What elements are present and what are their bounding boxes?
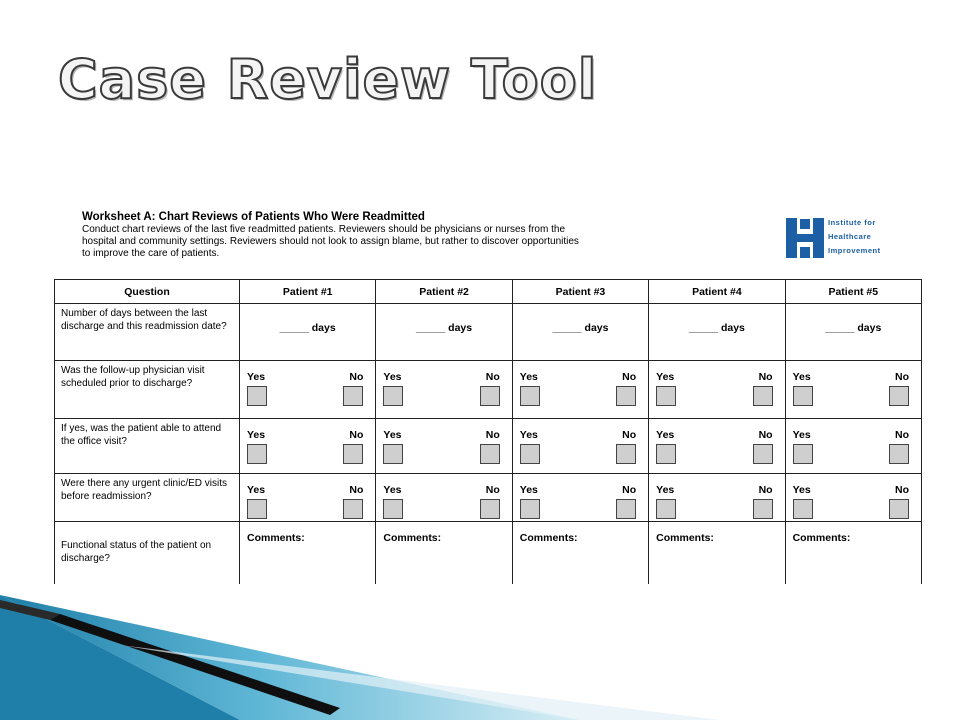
days-blank: _____ days <box>552 322 609 334</box>
yes-checkbox[interactable] <box>656 444 676 464</box>
comments-label: Comments: <box>519 532 578 544</box>
worksheet-title: Worksheet A: Chart Reviews of Patients Who Were Readmitted <box>82 211 425 223</box>
ihi-logo-line-3: Improvement <box>828 246 881 255</box>
question-urgent: Were there any urgent clinic/ED visits before readmission? <box>55 474 240 522</box>
yes-label: Yes <box>519 484 538 496</box>
ihi-logo <box>784 216 904 262</box>
days-blank: _____ days <box>279 322 336 334</box>
days-cell[interactable] <box>512 304 648 361</box>
yes-label: Yes <box>383 484 402 496</box>
days-blank: _____ days <box>416 322 473 334</box>
case-review-table <box>54 279 922 584</box>
no-label: No <box>485 371 500 383</box>
header-patient-5: Patient #5 <box>785 280 921 304</box>
table-row-days <box>55 304 922 361</box>
ihi-logo-line-2: Healthcare <box>828 232 872 241</box>
comments-cell[interactable] <box>512 522 648 585</box>
no-checkbox[interactable] <box>889 386 909 406</box>
yes-no-cell <box>785 361 921 419</box>
yes-checkbox[interactable] <box>793 499 813 519</box>
yes-label: Yes <box>247 371 266 383</box>
no-label: No <box>758 484 773 496</box>
yes-checkbox[interactable] <box>383 444 403 464</box>
comments-label: Comments: <box>383 532 442 544</box>
table-header-row <box>55 280 922 304</box>
no-checkbox[interactable] <box>616 499 636 519</box>
yes-label: Yes <box>656 429 675 441</box>
worksheet-description-line-1: Conduct chart reviews of the last five readmitted patients. Reviewers should be physicians or nurses from the <box>82 224 566 235</box>
comments-cell[interactable] <box>240 522 376 585</box>
yes-label: Yes <box>247 429 266 441</box>
header-patient-2: Patient #2 <box>376 280 512 304</box>
comments-label: Comments: <box>792 532 851 544</box>
yes-checkbox[interactable] <box>656 499 676 519</box>
yes-label: Yes <box>383 429 402 441</box>
no-checkbox[interactable] <box>480 386 500 406</box>
no-label: No <box>349 371 364 383</box>
yes-no-cell <box>512 419 648 474</box>
no-checkbox[interactable] <box>753 386 773 406</box>
no-label: No <box>895 371 909 383</box>
no-checkbox[interactable] <box>889 499 909 519</box>
yes-no-cell <box>785 474 921 522</box>
yes-label: Yes <box>656 484 675 496</box>
yes-no-cell <box>649 361 785 419</box>
question-functional: Functional status of the patient on discharge? <box>55 522 240 585</box>
no-checkbox[interactable] <box>753 444 773 464</box>
no-checkbox[interactable] <box>889 444 909 464</box>
yes-no-cell <box>376 361 512 419</box>
days-cell[interactable] <box>376 304 512 361</box>
table-row-attend <box>55 419 922 474</box>
no-label: No <box>622 429 637 441</box>
yes-label: Yes <box>792 371 811 383</box>
ihi-logo-icon <box>784 216 826 260</box>
yes-no-cell <box>785 419 921 474</box>
yes-checkbox[interactable] <box>247 386 267 406</box>
question-followup: Was the follow-up physician visit scheduled prior to discharge? <box>55 361 240 419</box>
yes-checkbox[interactable] <box>247 499 267 519</box>
days-cell[interactable] <box>240 304 376 361</box>
days-blank: _____ days <box>825 322 882 334</box>
worksheet-description-line-3: to improve the care of patients. <box>82 248 220 259</box>
no-label: No <box>895 429 909 441</box>
days-blank: _____ days <box>688 322 745 334</box>
no-checkbox[interactable] <box>753 499 773 519</box>
yes-no-cell <box>649 419 785 474</box>
yes-no-cell <box>376 419 512 474</box>
worksheet-image <box>52 206 924 584</box>
yes-label: Yes <box>656 371 675 383</box>
worksheet-header <box>82 210 742 260</box>
no-checkbox[interactable] <box>480 499 500 519</box>
header-question: Question <box>55 280 240 304</box>
worksheet-description-line-2: hospital and community settings. Reviewers should not look to assign blame, but rather to discover opportunities <box>82 236 579 247</box>
comments-cell[interactable] <box>376 522 512 585</box>
yes-no-cell <box>240 474 376 522</box>
comments-label: Comments: <box>656 532 714 544</box>
yes-checkbox[interactable] <box>520 444 540 464</box>
comments-cell[interactable] <box>785 522 921 585</box>
no-label: No <box>485 484 500 496</box>
yes-checkbox[interactable] <box>247 444 267 464</box>
no-checkbox[interactable] <box>616 386 636 406</box>
yes-label: Yes <box>792 429 811 441</box>
ihi-logo-line-1: Institute for <box>828 218 876 227</box>
question-attend: If yes, was the patient able to attend the office visit? <box>55 419 240 474</box>
no-label: No <box>895 484 909 496</box>
question-days: Number of days between the last discharge and this readmission date? <box>55 304 240 361</box>
days-cell[interactable] <box>649 304 785 361</box>
yes-label: Yes <box>519 371 538 383</box>
comments-label: Comments: <box>247 532 305 544</box>
no-label: No <box>758 429 773 441</box>
no-label: No <box>622 484 637 496</box>
no-label: No <box>349 429 364 441</box>
yes-checkbox[interactable] <box>383 386 403 406</box>
no-checkbox[interactable] <box>343 499 363 519</box>
header-patient-1: Patient #1 <box>240 280 376 304</box>
yes-label: Yes <box>247 484 266 496</box>
yes-checkbox[interactable] <box>793 386 813 406</box>
table-row-followup <box>55 361 922 419</box>
no-checkbox[interactable] <box>343 386 363 406</box>
yes-label: Yes <box>383 371 402 383</box>
comments-cell[interactable] <box>649 522 785 585</box>
yes-checkbox[interactable] <box>793 444 813 464</box>
no-label: No <box>758 371 773 383</box>
yes-no-cell <box>240 361 376 419</box>
table-row-functional <box>55 522 922 585</box>
no-checkbox[interactable] <box>616 444 636 464</box>
yes-checkbox[interactable] <box>383 499 403 519</box>
header-patient-4: Patient #4 <box>649 280 785 304</box>
yes-no-cell <box>376 474 512 522</box>
yes-no-cell <box>240 419 376 474</box>
yes-no-cell <box>649 474 785 522</box>
no-label: No <box>349 484 364 496</box>
days-cell[interactable] <box>785 304 921 361</box>
yes-checkbox[interactable] <box>520 499 540 519</box>
no-checkbox[interactable] <box>480 444 500 464</box>
yes-label: Yes <box>792 484 811 496</box>
no-label: No <box>622 371 637 383</box>
yes-checkbox[interactable] <box>656 386 676 406</box>
table-row-urgent <box>55 474 922 522</box>
yes-no-cell <box>512 361 648 419</box>
no-label: No <box>485 429 500 441</box>
no-checkbox[interactable] <box>343 444 363 464</box>
yes-label: Yes <box>519 429 538 441</box>
header-patient-3: Patient #3 <box>512 280 648 304</box>
ihi-logo-text <box>828 216 881 258</box>
yes-no-cell <box>512 474 648 522</box>
decorative-swoosh <box>0 590 960 720</box>
slide-title: Case Review Tool <box>58 48 598 111</box>
yes-checkbox[interactable] <box>520 386 540 406</box>
